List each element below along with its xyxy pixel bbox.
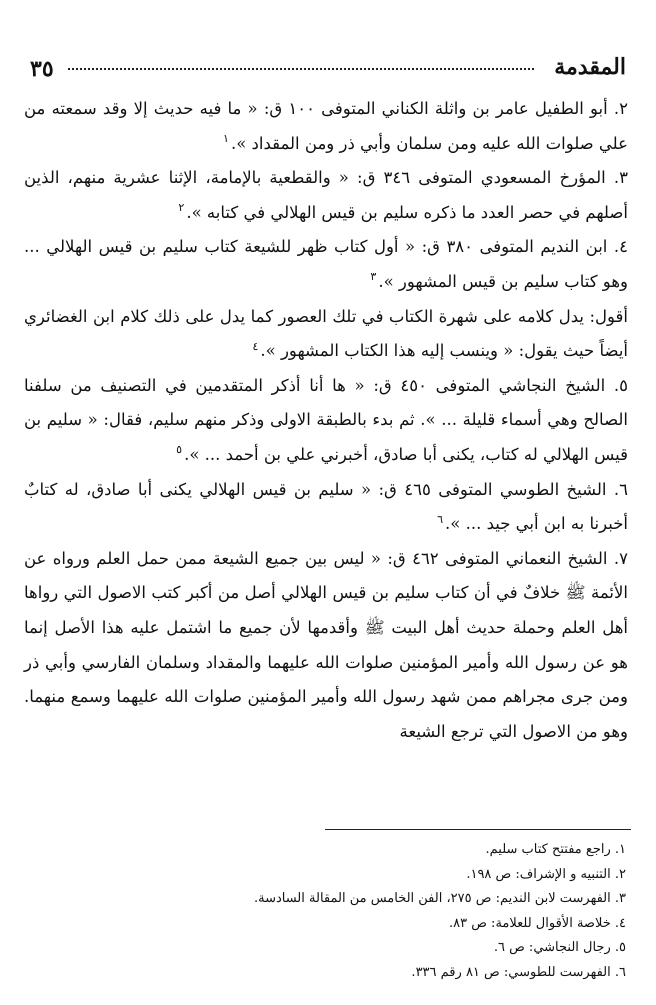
paragraph-5 — [24, 369, 628, 473]
header-dot-leader — [68, 68, 534, 70]
footnotes — [140, 838, 626, 986]
paragraph-2 — [24, 161, 628, 230]
paragraph-text: أقول: يدل كلامه على شهرة الكتاب في تلك العصور كما يدل على ذلك كلام ابن الغضائري أيضاً حيث يقول: « وينسب إليه هذا الكتاب المشهور ». — [24, 306, 628, 361]
footnote-5: ٥. رجال النجاشي: ص ٦. — [493, 940, 626, 956]
footnote-marker: ٥ — [176, 443, 183, 457]
paragraph-text: ٧. الشيخ النعماني المتوفى ٤٦٢ ق: « ليس بين جميع الشيعة ممن حمل العلم ورواه عن الأئمة ﷺ خلافٌ في أن كتاب سليم بن قيس الهلالي أصل من أكبر كتب الاصول التي رواها أهل العلم وحملة حديث أهل البيت ﷺ وأقدمها لأن جميع ما اشتمل عليه هذا الأصل إنما هو عن رسول الله وأمير المؤمنين صلوات الله عليهما والمقداد وسلمان الفارسي وأبي ذر ومن جرى مجراهم ممن شهد رسول الله وأمير المؤمنين صلوات الله عليهما وسمع منهما. وهو من الاصول التي ترجع الشيعة — [24, 548, 628, 741]
footnote-marker: ٤ — [252, 339, 259, 353]
page-header — [30, 52, 626, 86]
footnote-6: ٦. الفهرست للطوسي: ص ٨١ رقم ٣٣٦. — [411, 964, 626, 980]
running-title: المقدمة — [554, 54, 626, 80]
main-text — [24, 92, 628, 749]
footnote-4: ٤. خلاصة الأقوال للعلامة: ص ٨٣. — [448, 915, 626, 931]
footnote-2: ٢. التنبيه و الإشراف: ص ١٩٨. — [466, 866, 626, 882]
footnote-1: ١. راجع مفتتح كتاب سليم. — [485, 842, 626, 857]
paragraph-text: ٣. المؤرخ المسعودي المتوفى ٣٤٦ ق: « والقطعية بالإمامة، الإثنا عشرية منهم، الذين أصلهم في حصر العدد ما ذكره سليم بن قيس الهلالي في كتابه ». — [24, 168, 629, 222]
paragraph-text: ٦. الشيخ الطوسي المتوفى ٤٦٥ ق: « سليم بن قيس الهلالي يكنى أبا صادق، له كتابٌ أخبرنا به ابن أبي جيد ... ». — [24, 479, 629, 534]
footnote-marker: ٣ — [370, 270, 377, 284]
footnote-3: ٣. الفهرست لابن النديم: ص ٢٧٥، الفن الخامس من المقالة السادسة. — [253, 891, 626, 907]
paragraph-text: ٥. الشيخ النجاشي المتوفى ٤٥٠ ق: « ها أنا أذكر المتقدمين في التصنيف من سلفنا الصالح وهي أسماء قليلة ... ». ثم بدء بالطبقة الاولى وذكر منهم سليم، فقال: « سليم بن قيس الهلالي له كتاب، يكنى أبا صادق، أخبرني علي بن أحمد ... ». — [24, 375, 628, 464]
footnote-marker: ٢ — [178, 201, 185, 215]
paragraph-3 — [24, 230, 628, 299]
paragraph-1 — [24, 92, 628, 161]
footnote-marker: ٦ — [437, 512, 444, 526]
footnote-separator — [325, 829, 631, 830]
page-number: ٣٥ — [30, 56, 54, 82]
paragraph-6 — [24, 473, 628, 542]
paragraph-text: ٤. ابن النديم المتوفى ٣٨٠ ق: « أول كتاب ظهر للشيعة كتاب سليم بن قيس الهلالي ... وهو كتاب سليم بن قيس المشهور ». — [24, 237, 628, 291]
paragraph-text: ٢. أبو الطفيل عامر بن واثلة الكناني المتوفى ١٠٠ ق: « ما فيه حديث إلا وقد سمعته من علي صلوات الله عليه ومن سلمان وأبي ذر ومن المقداد ». — [24, 99, 628, 153]
paragraph-7 — [24, 542, 628, 750]
paragraph-4 — [24, 300, 628, 369]
footnote-marker: ١ — [223, 132, 229, 146]
